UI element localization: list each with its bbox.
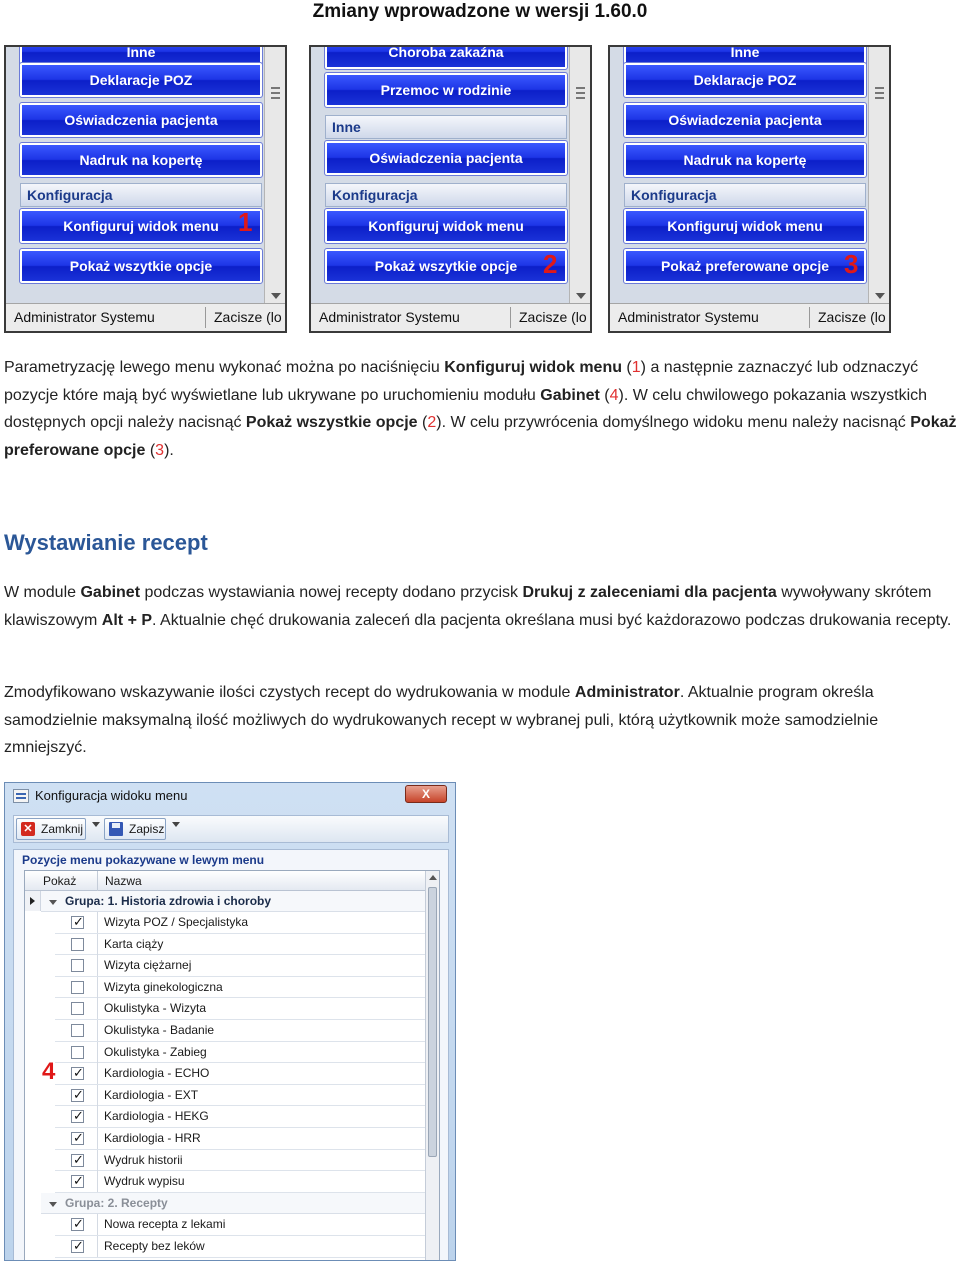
checkmark-icon: ✓ [73,1065,84,1081]
show-checkbox[interactable] [71,959,84,972]
configure-menu-button[interactable]: Konfiguruj widok menu [20,209,262,243]
group-header-konfiguracja: Konfiguracja [325,183,567,207]
show-checkbox[interactable] [71,1218,84,1231]
list-item-label: Nowa recepta z lekami [97,1214,421,1235]
scrollbar[interactable] [264,47,285,305]
chevron-down-icon[interactable] [172,822,180,827]
show-checkbox[interactable] [71,981,84,994]
window-icon [13,789,29,803]
grip-icon [875,87,884,99]
show-checkbox[interactable] [71,916,84,929]
list-item-label: Kardiologia - HEKG [97,1106,421,1127]
menu-config-dialog [4,782,456,1261]
configure-menu-button[interactable]: Konfiguruj widok menu [325,209,567,243]
list-item[interactable] [55,977,425,999]
list-item-label: Kardiologia - ECHO [97,1063,421,1084]
list-item-label: Recepty bez leków [97,1236,421,1257]
list-item[interactable] [55,1171,425,1193]
menu-panel-1 [4,45,287,333]
show-checkbox[interactable] [71,1110,84,1123]
group-header-inne: Inne [325,115,567,139]
chevron-up-icon[interactable] [429,875,437,880]
list-item[interactable] [55,955,425,977]
grid-header [25,871,425,891]
chevron-down-icon[interactable] [875,293,885,299]
marker-1: 1 [238,207,253,237]
list-item-label: Wydruk historii [97,1150,421,1171]
show-checkbox[interactable] [71,1046,84,1059]
grid-caption: Pozycje menu pokazywane w lewym menu [22,853,265,867]
list-item[interactable] [55,1042,425,1064]
checkmark-icon: ✓ [73,1086,84,1102]
status-separator [510,307,511,328]
status-place: Zacisze (lo [214,309,282,325]
grid-scrollbar[interactable] [425,871,439,1261]
marker-2: 2 [543,249,558,279]
show-checkbox[interactable] [71,1240,84,1253]
show-checkbox[interactable] [71,1086,84,1102]
scrollbar-thumb[interactable] [428,887,437,1157]
status-place: Zacisze (lo [519,309,587,325]
grid-container [13,849,449,1261]
show-all-options-button[interactable]: Pokaż wszytkie opcje [20,249,262,283]
checkmark-icon: ✓ [73,1238,84,1253]
show-checkbox[interactable] [71,1002,84,1015]
section-heading: Wystawianie recept [4,530,208,555]
close-icon: ✕ [21,822,35,836]
save-icon [109,822,123,836]
menu-button-oswiadczenia[interactable]: Oświadczenia pacjenta [325,141,567,175]
status-user: Administrator Systemu [319,309,460,325]
column-header-name[interactable]: Nazwa [105,874,142,888]
grip-icon [271,87,280,99]
group-row-1[interactable] [41,891,425,912]
show-checkbox[interactable] [71,1024,84,1037]
column-header-show[interactable]: Pokaż [43,874,77,888]
menu-button-inne[interactable]: Inne [624,45,866,69]
menu-panel-3 [608,45,891,333]
close-button[interactable] [16,818,86,840]
group-header-konfiguracja: Konfiguracja [624,183,866,207]
list-item-label: Kardiologia - HRR [97,1128,421,1149]
list-item[interactable] [55,1150,425,1172]
chevron-down-icon[interactable] [271,293,281,299]
list-item[interactable] [55,1106,425,1128]
status-bar [610,303,889,331]
menu-items-grid [24,870,440,1261]
configure-menu-button[interactable]: Konfiguruj widok menu [624,209,866,243]
list-item-label: Wizyta POZ / Specjalistyka [97,912,421,933]
show-checkbox[interactable] [71,1151,84,1167]
show-checkbox[interactable] [71,938,84,951]
group-row-label: Grupa: 2. Recepty [65,1195,168,1210]
save-button[interactable] [104,818,166,840]
list-item[interactable] [55,998,425,1020]
checkmark-icon: ✓ [73,1151,84,1167]
checkmark-icon: ✓ [73,914,84,929]
column-divider [97,871,98,891]
grip-icon [576,87,585,99]
list-item-label: Kardiologia - EXT [97,1085,421,1106]
menu-button-deklaracje-poz[interactable]: Deklaracje POZ [20,63,262,97]
group-row-2[interactable] [41,1193,425,1214]
scrollbar[interactable] [569,47,590,305]
status-user: Administrator Systemu [14,309,155,325]
row-selector-icon [25,891,41,911]
list-item-label: Karta ciąży [97,934,421,955]
dialog-title: Konfiguracja widoku menu [35,788,188,803]
status-separator [809,307,810,328]
list-item-label: Okulistyka - Wizyta [97,998,421,1019]
close-button-label: Zamknij [41,822,84,836]
show-checkbox[interactable] [71,1067,84,1080]
menu-button-nadruk[interactable]: Nadruk na kopertę [624,143,866,177]
group-header-konfiguracja: Konfiguracja [20,183,262,207]
show-checkbox[interactable] [71,1175,84,1188]
status-bar [6,303,285,331]
paragraph-prescription-count: Zmodyfikowano wskazywanie ilości czystych recept do wydrukowania w module Administrator. Aktualnie program określa samodzielnie maksymalną ilość możliwych do wydrukowanych recept w wybranej puli, którą użytkownik może samodzielnie zmniejszyć. [4,684,879,756]
checkmark-icon: ✓ [73,1130,84,1145]
chevron-down-icon[interactable] [576,293,586,299]
status-place: Zacisze (lo [818,309,886,325]
paragraph-prescription-print: W module Gabinet podczas wystawiania nowej recepty dodano przycisk Drukuj z zaleceniami dla pacjenta wywoływany skrótem klawiszowym Alt + P. Aktualnie chęć drukowania zaleceń dla pacjenta określana musi być każdorazowo podczas drukowania recepty. [4,584,952,629]
menu-button-deklaracje-poz[interactable]: Deklaracje POZ [624,63,866,97]
menu-button-oswiadczenia[interactable]: Oświadczenia pacjenta [20,103,262,137]
menu-button-nadruk[interactable]: Nadruk na kopertę [20,143,262,177]
list-item[interactable] [55,1085,425,1107]
status-separator [205,307,206,328]
list-item[interactable] [55,1236,425,1258]
list-item-label: Wizyta ciężarnej [97,955,421,976]
list-item[interactable] [55,1020,425,1042]
checkmark-icon: ✓ [73,1216,84,1232]
group-row-label: Grupa: 1. Historia zdrowia i choroby [65,894,272,908]
toolbar [13,815,449,843]
close-icon[interactable]: X [405,785,447,803]
menu-button-oswiadczenia[interactable]: Oświadczenia pacjenta [624,103,866,137]
checkmark-icon: ✓ [73,1173,84,1189]
list-item-label: Wizyta ginekologiczna [97,977,421,998]
chevron-down-icon[interactable] [92,822,100,827]
list-item-label: Okulistyka - Badanie [97,1020,421,1041]
show-preferred-options-button[interactable]: Pokaż preferowane opcje [624,249,866,283]
show-checkbox[interactable] [71,1132,84,1145]
list-item[interactable] [55,1063,425,1085]
scrollbar[interactable] [868,47,889,305]
status-bar [311,303,590,331]
dialog-titlebar [5,783,455,811]
menu-panel-2 [309,45,592,333]
list-item-label: Okulistyka - Zabieg [97,1042,421,1063]
menu-button-przemoc[interactable]: Przemoc w rodzinie [325,73,567,107]
list-item[interactable] [55,1214,425,1236]
menu-button-inne[interactable]: Inne [20,45,262,69]
status-user: Administrator Systemu [618,309,759,325]
marker-4: 4 [42,1058,56,1085]
list-item[interactable] [55,934,425,956]
save-button-label: Zapisz [129,822,165,836]
paragraph-menu-config: Parametryzację lewego menu wykonać można po naciśnięciu Konfiguruj widok menu (1) a następnie zaznaczyć lub odznaczyć pozycje które mają być wyświetlane lub ukrywane po uruchomieniu modułu Gabinet (4). W celu chwilowego pokazania wszystkich dostępnych opcji należy nacisnąć Pokaż wszystkie opcje (2). W celu przywrócenia domyślnego widoku menu należy nacisnąć Pokaż preferowane opcje (3). [4,359,957,459]
list-item-label: Wydruk wypisu [97,1171,421,1192]
page-title: Zmiany wprowadzone w wersji 1.60.0 [312,1,648,22]
show-all-options-button[interactable]: Pokaż wszytkie opcje [325,249,567,283]
collapse-icon[interactable] [49,1202,57,1207]
menu-button-choroba[interactable]: Choroba zakaźna [325,45,567,69]
collapse-icon[interactable] [49,900,57,905]
list-item[interactable] [55,1128,425,1150]
list-item[interactable] [55,912,425,934]
checkmark-icon: ✓ [73,1108,84,1124]
marker-3: 3 [844,249,859,279]
